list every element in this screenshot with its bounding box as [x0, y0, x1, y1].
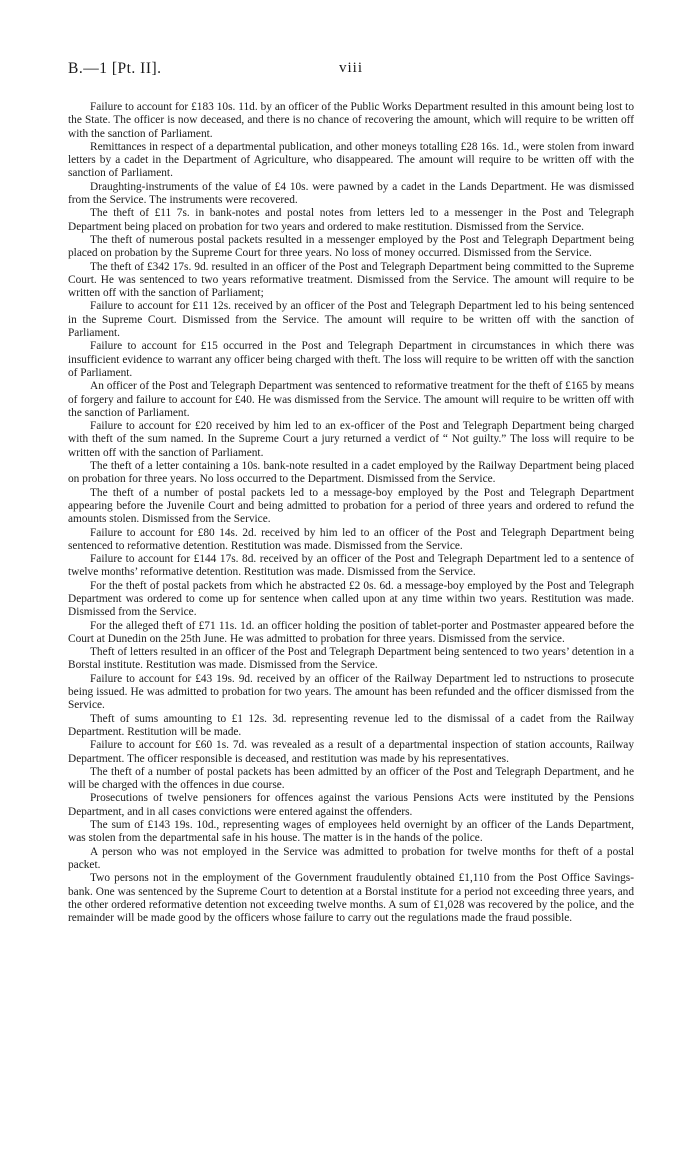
- paragraph: The theft of a number of postal packets led to a message-boy employed by the Post and Telegraph Department appearing before the Juvenile Court and being admitted to probation for a period of three years and ordered to refund the amounts stolen. Dismissed from the Service.: [68, 486, 634, 526]
- paragraph: Remittances in respect of a departmental publication, and other moneys totalling £28 16s. 1d., were stolen from inward letters by a cadet in the Department of Agriculture, who disappeared. The amount will require to be written off with the sanction of Parliament.: [68, 140, 634, 180]
- paragraph: The sum of £143 19s. 10d., representing wages of employees held overnight by an officer of the Lands Department, was stolen from the departmental safe in his house. The matter is in the hands of the police.: [68, 819, 634, 845]
- paragraph: Theft of letters resulted in an officer of the Post and Telegraph Department being sentenced to two years’ detention in a Borstal institute. Restitution was made. Dismissed from the Service.: [68, 646, 634, 672]
- paragraph: Failure to account for £43 19s. 9d. received by an officer of the Railway Department led to nstructions to prosecute being issued. He was admitted to probation for two years. The amount has been refunded and the officer dismissed from the Service.: [68, 672, 634, 712]
- document-body: [68, 101, 634, 925]
- paragraph: The theft of a number of postal packets has been admitted by an officer of the Post and Telegraph Department, and he will be charged with the offences in due course.: [68, 765, 634, 792]
- paragraph: A person who was not employed in the Service was admitted to probation for twelve months for theft of a postal packet.: [68, 845, 634, 871]
- paragraph: Failure to account for £183 10s. 11d. by an officer of the Public Works Department resulted in this amount being lost to the State. The officer is now deceased, and there is no chance of recovering the amount, which will require to be written off with the sanction of Parliament.: [68, 101, 634, 140]
- paragraph: An officer of the Post and Telegraph Department was sentenced to reformative treatment for the theft of £165 by means of forgery and failure to account for £40. He was dismissed from the Service. The amount will require to be written off with the sanction of Parliament.: [68, 380, 634, 419]
- paragraph: For the alleged theft of £71 11s. 1d. an officer holding the position of tablet-porter and Postmaster appeared before the Court at Dunedin on the 25th June. He was admitted to probation for three years. Dismissed from the service.: [68, 619, 634, 645]
- paragraph: Two persons not in the employment of the Government fraudulently obtained £1,110 from the Post Office Savings-bank. One was sentenced by the Supreme Court to detention at a Borstal institute for a period not exceeding three years, and the other ordered reformative detention not exceeding twelve months. A sum of £1,028 was recovered by the police, and the remainder will be made good by the officers whose failure to carry out the regulations made the fraud possible.: [68, 872, 634, 925]
- paragraph: Failure to account for £80 14s. 2d. received by him led to an officer of the Post and Telegraph Department being sentenced to reformative detention. Restitution was made. Dismissed from the Service.: [68, 526, 634, 552]
- paragraph: Failure to account for £15 occurred in the Post and Telegraph Department in circumstances in which there was insufficient evidence to warrant any officer being charged with theft. The loss will require to be written off with the sanction of Parliament.: [68, 340, 634, 379]
- paragraph: The theft of £342 17s. 9d. resulted in an officer of the Post and Telegraph Department being committed to the Supreme Court. He was sentenced to two years reformative treatment. Dismissed from the Service. The amount will require to be written off with the sanction of Parliament;: [68, 260, 634, 300]
- paragraph: Failure to account for £11 12s. received by an officer of the Post and Telegraph Department led to his being sentenced in the Supreme Court. Dismissed from the Service. The amount will require to be written off with the sanction of Parliament.: [68, 300, 634, 340]
- document-reference: B.—1 [Pt. II].: [68, 60, 162, 77]
- paragraph: The theft of a letter containing a 10s. bank-note resulted in a cadet employed by the Railway Department being placed on probation for three years. No loss occurred to the Department. Dismissed from the Service.: [68, 460, 634, 486]
- paragraph: Prosecutions of twelve pensioners for offences against the various Pensions Acts were instituted by the Pensions Department, and in all cases convictions were entered against the offenders.: [68, 792, 634, 818]
- paragraph: The theft of £11 7s. in bank-notes and postal notes from letters led to a messenger in the Post and Telegraph Department being placed on probation for two years and ordered to make restitution. Dismissed from the Service.: [68, 207, 634, 233]
- paragraph: Failure to account for £144 17s. 8d. received by an officer of the Post and Telegraph Department led to a sentence of twelve months’ reformative detention. Restitution was made. Dismissed from the Service.: [68, 553, 634, 579]
- paragraph: Theft of sums amounting to £1 12s. 3d. representing revenue led to the dismissal of a cadet from the Railway Department. Restitution will be made.: [68, 712, 634, 738]
- page-number: viii: [338, 60, 363, 76]
- paragraph: Draughting-instruments of the value of £4 10s. were pawned by a cadet in the Lands Department. He was dismissed from the Service. The instruments were recovered.: [68, 180, 634, 207]
- page-header: [68, 60, 634, 82]
- paragraph: The theft of numerous postal packets resulted in a messenger employed by the Post and Telegraph Department being placed on probation by the Supreme Court for three years. No loss of money occurred. Dismissed from the Service.: [68, 233, 634, 260]
- paragraph: Failure to account for £60 1s. 7d. was revealed as a result of a departmental inspection of station accounts, Railway Department. The officer responsible is deceased, and restitution was made by his representatives.: [68, 739, 634, 765]
- paragraph: Failure to account for £20 received by him led to an ex-officer of the Post and Telegraph Department being charged with theft of the sum named. In the Supreme Court a jury returned a verdict of “ Not guilty.” The loss will require to be written off with the sanction of Parliament.: [68, 420, 634, 459]
- paragraph: For the theft of postal packets from which he abstracted £2 0s. 6d. a message-boy employed by the Post and Telegraph Department was ordered to come up for sentence when called upon at any time within two years. Restitution was made. Dismissed from the Service.: [68, 579, 634, 619]
